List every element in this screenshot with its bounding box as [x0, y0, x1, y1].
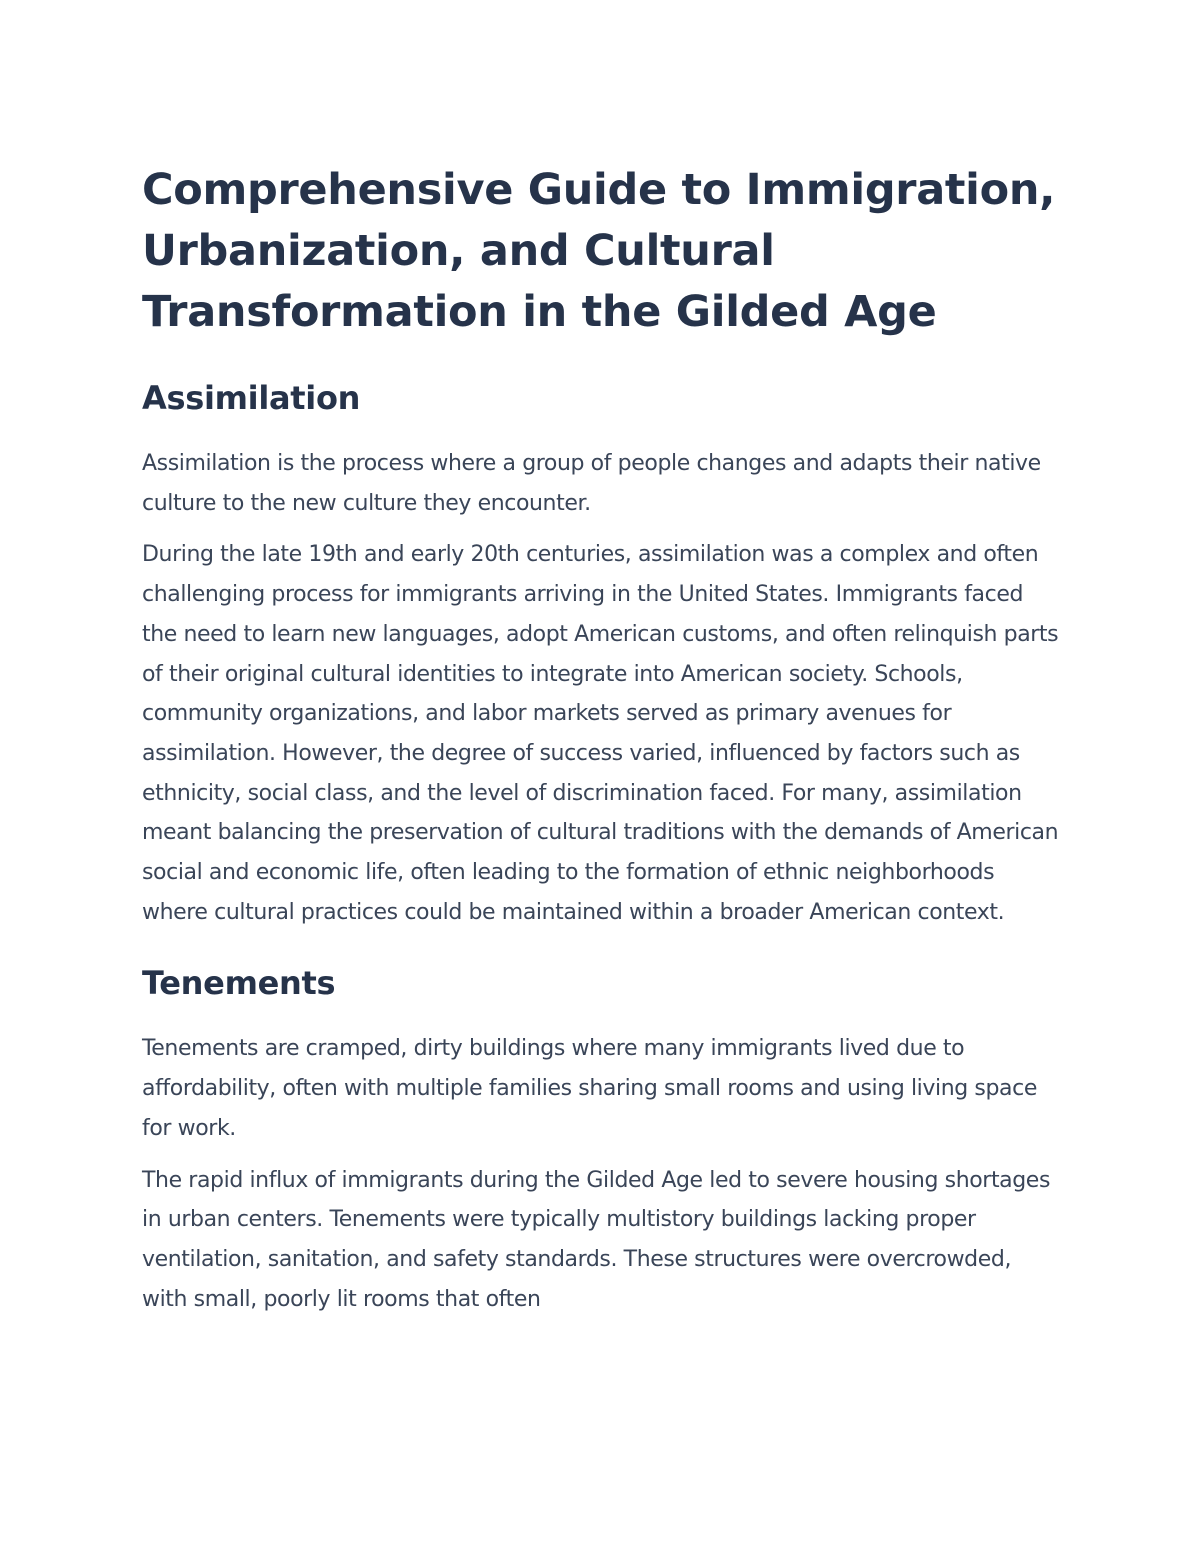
- body-paragraph: During the late 19th and early 20th centuries, assimilation was a complex and often challenging process for immigrants arriving in the United States. Immigrants faced the need to learn new languages, adopt American customs, and often relinquish parts of their original cultural identities to integrate into American society. Schools, community organizations, and labor markets served as primary avenues for assimilation. However, the degree of success varied, influenced by factors such as ethnicity, social class, and the level of discrimination faced. For many, assimilation meant balancing the preservation of cultural traditions with the demands of American social and economic life, often leading to the formation of ethnic neighborhoods where cultural practices could be maintained within a broader American context.: [142, 542, 1059, 925]
- section-heading: Tenements: [142, 964, 336, 1003]
- definition-paragraph: Assimilation is the process where a group of people changes and adapts their native culture to the new culture they encounter.: [142, 451, 1041, 516]
- section-heading: Assimilation: [142, 379, 361, 417]
- section-tenements: [142, 961, 1062, 1319]
- document-page: [142, 160, 1062, 1331]
- definition-paragraph: Tenements are cramped, dirty buildings where many immigrants lived due to affordability, often with multiple families sharing small rooms and using living space for work.: [142, 1036, 1037, 1141]
- body-paragraph: The rapid influx of immigrants during the Gilded Age led to severe housing shortages in urban centers. Tenements were typically multistory buildings lacking proper ventilation, sanitation, and safety standards. These structures were overcrowded, with small, poorly lit rooms that often: [142, 1167, 1051, 1312]
- section-assimilation: [142, 376, 1062, 932]
- page-title: Comprehensive Guide to Immigration, Urbanization, and Cultural Transformation in the Gilded Age: [142, 165, 1056, 337]
